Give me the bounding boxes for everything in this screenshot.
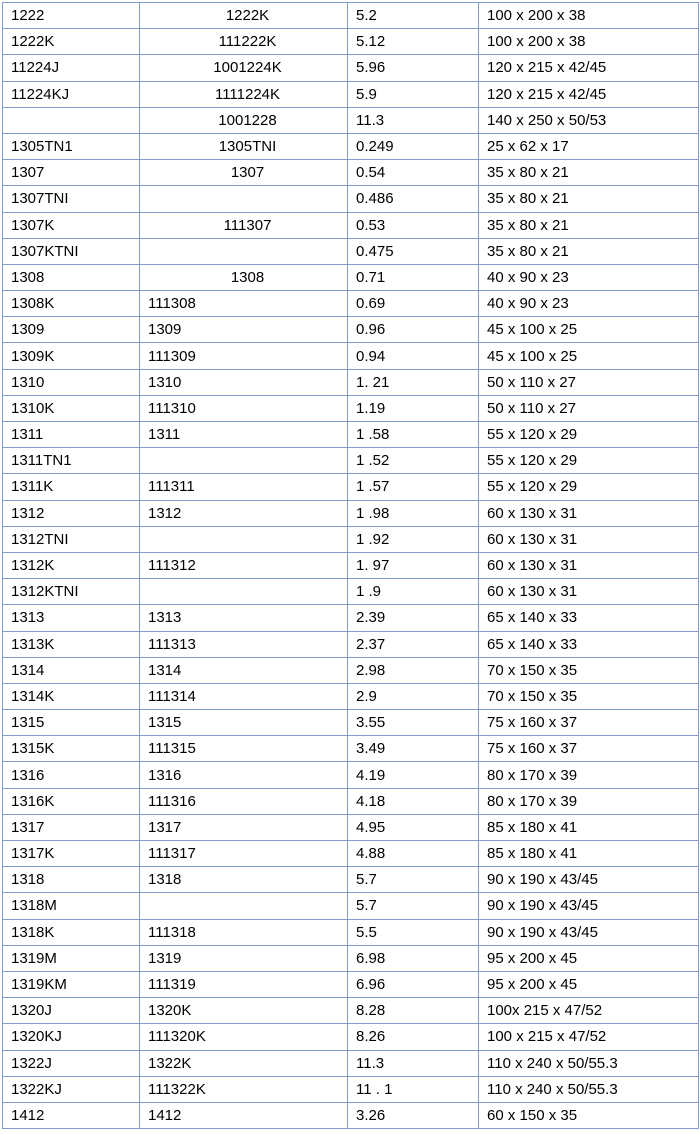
alt-designation-cell: 1322K <box>140 1050 348 1076</box>
designation-cell: 1322J <box>3 1050 140 1076</box>
designation-cell: 1316 <box>3 762 140 788</box>
weight-cell: 1 .57 <box>348 474 479 500</box>
designation-cell: 1307TNI <box>3 186 140 212</box>
weight-cell: 5.7 <box>348 893 479 919</box>
table-row <box>3 1076 699 1102</box>
dimensions-cell: 40 x 90 x 23 <box>479 291 699 317</box>
weight-cell: 8.28 <box>348 998 479 1024</box>
dimensions-cell: 25 x 62 x 17 <box>479 133 699 159</box>
designation-cell: 1311 <box>3 422 140 448</box>
dimensions-cell: 90 x 190 x 43/45 <box>479 893 699 919</box>
alt-designation-cell: 1111224K <box>140 81 348 107</box>
designation-cell: 1305TN1 <box>3 133 140 159</box>
dimensions-cell: 120 x 215 x 42/45 <box>479 55 699 81</box>
alt-designation-cell: 111316 <box>140 788 348 814</box>
table-row <box>3 526 699 552</box>
table-row <box>3 160 699 186</box>
dimensions-cell: 65 x 140 x 33 <box>479 631 699 657</box>
weight-cell: 11.3 <box>348 107 479 133</box>
table-row <box>3 422 699 448</box>
designation-cell: 1322KJ <box>3 1076 140 1102</box>
weight-cell: 4.18 <box>348 788 479 814</box>
alt-designation-cell: 111313 <box>140 631 348 657</box>
designation-cell: 1309K <box>3 343 140 369</box>
designation-cell: 1307K <box>3 212 140 238</box>
weight-cell: 3.26 <box>348 1102 479 1128</box>
designation-cell: 1320J <box>3 998 140 1024</box>
designation-cell: 1222 <box>3 3 140 29</box>
table-row <box>3 788 699 814</box>
dimensions-cell: 85 x 180 x 41 <box>479 814 699 840</box>
table-row <box>3 186 699 212</box>
dimensions-cell: 90 x 190 x 43/45 <box>479 919 699 945</box>
table-row <box>3 212 699 238</box>
dimensions-cell: 110 x 240 x 50/55.3 <box>479 1076 699 1102</box>
weight-cell: 0.486 <box>348 186 479 212</box>
designation-cell: 1318 <box>3 867 140 893</box>
weight-cell: 5.12 <box>348 29 479 55</box>
dimensions-cell: 65 x 140 x 33 <box>479 605 699 631</box>
alt-designation-cell: 1316 <box>140 762 348 788</box>
table-row <box>3 998 699 1024</box>
alt-designation-cell: 1311 <box>140 422 348 448</box>
designation-cell: 1312 <box>3 500 140 526</box>
alt-designation-cell: 1001228 <box>140 107 348 133</box>
weight-cell: 1 .92 <box>348 526 479 552</box>
designation-cell: 1307KTNI <box>3 238 140 264</box>
table-row <box>3 343 699 369</box>
table-row <box>3 814 699 840</box>
dimensions-cell: 95 x 200 x 45 <box>479 971 699 997</box>
dimensions-cell: 35 x 80 x 21 <box>479 160 699 186</box>
alt-designation-cell <box>140 238 348 264</box>
alt-designation-cell: 111307 <box>140 212 348 238</box>
alt-designation-cell: 111308 <box>140 291 348 317</box>
bearing-table-body <box>3 3 699 1129</box>
dimensions-cell: 85 x 180 x 41 <box>479 841 699 867</box>
designation-cell: 1310K <box>3 395 140 421</box>
dimensions-cell: 70 x 150 x 35 <box>479 683 699 709</box>
alt-designation-cell: 1320K <box>140 998 348 1024</box>
table-row <box>3 605 699 631</box>
designation-cell: 1319KM <box>3 971 140 997</box>
dimensions-cell: 60 x 150 x 35 <box>479 1102 699 1128</box>
dimensions-cell: 35 x 80 x 21 <box>479 186 699 212</box>
weight-cell: 0.53 <box>348 212 479 238</box>
alt-designation-cell: 1305TNI <box>140 133 348 159</box>
designation-cell: 1311K <box>3 474 140 500</box>
dimensions-cell: 60 x 130 x 31 <box>479 579 699 605</box>
alt-designation-cell: 111318 <box>140 919 348 945</box>
designation-cell: 1310 <box>3 369 140 395</box>
weight-cell: 0.475 <box>348 238 479 264</box>
alt-designation-cell: 1412 <box>140 1102 348 1128</box>
weight-cell: 5.7 <box>348 867 479 893</box>
weight-cell: 11.3 <box>348 1050 479 1076</box>
designation-cell: 1318M <box>3 893 140 919</box>
table-row <box>3 107 699 133</box>
alt-designation-cell: 111320K <box>140 1024 348 1050</box>
dimensions-cell: 110 x 240 x 50/55.3 <box>479 1050 699 1076</box>
dimensions-cell: 60 x 130 x 31 <box>479 500 699 526</box>
dimensions-cell: 100 x 215 x 47/52 <box>479 1024 699 1050</box>
designation-cell: 1313 <box>3 605 140 631</box>
alt-designation-cell <box>140 448 348 474</box>
designation-cell: 1311TN1 <box>3 448 140 474</box>
alt-designation-cell: 111319 <box>140 971 348 997</box>
alt-designation-cell: 111310 <box>140 395 348 421</box>
table-row <box>3 579 699 605</box>
weight-cell: 1.19 <box>348 395 479 421</box>
weight-cell: 5.5 <box>348 919 479 945</box>
weight-cell: 0.96 <box>348 317 479 343</box>
designation-cell: 1314 <box>3 657 140 683</box>
weight-cell: 1 .98 <box>348 500 479 526</box>
table-row <box>3 3 699 29</box>
weight-cell: 3.49 <box>348 736 479 762</box>
designation-cell: 1318K <box>3 919 140 945</box>
weight-cell: 1 .58 <box>348 422 479 448</box>
dimensions-cell: 55 x 120 x 29 <box>479 474 699 500</box>
weight-cell: 0.249 <box>348 133 479 159</box>
alt-designation-cell: 1317 <box>140 814 348 840</box>
weight-cell: 8.26 <box>348 1024 479 1050</box>
weight-cell: 5.2 <box>348 3 479 29</box>
designation-cell: 1320KJ <box>3 1024 140 1050</box>
alt-designation-cell: 1318 <box>140 867 348 893</box>
designation-cell: 1313K <box>3 631 140 657</box>
designation-cell: 1317K <box>3 841 140 867</box>
designation-cell: 1317 <box>3 814 140 840</box>
alt-designation-cell: 1310 <box>140 369 348 395</box>
dimensions-cell: 100 x 200 x 38 <box>479 29 699 55</box>
designation-cell: 1308K <box>3 291 140 317</box>
weight-cell: 5.96 <box>348 55 479 81</box>
weight-cell: 2.39 <box>348 605 479 631</box>
table-row <box>3 919 699 945</box>
alt-designation-cell: 111314 <box>140 683 348 709</box>
weight-cell: 6.98 <box>348 945 479 971</box>
alt-designation-cell <box>140 186 348 212</box>
dimensions-cell: 45 x 100 x 25 <box>479 317 699 343</box>
weight-cell: 1 .9 <box>348 579 479 605</box>
alt-designation-cell <box>140 526 348 552</box>
dimensions-cell: 95 x 200 x 45 <box>479 945 699 971</box>
weight-cell: 2.9 <box>348 683 479 709</box>
dimensions-cell: 120 x 215 x 42/45 <box>479 81 699 107</box>
designation-cell: 1308 <box>3 264 140 290</box>
table-row <box>3 500 699 526</box>
designation-cell: 1412 <box>3 1102 140 1128</box>
alt-designation-cell: 111322K <box>140 1076 348 1102</box>
table-row <box>3 945 699 971</box>
table-row <box>3 552 699 578</box>
dimensions-cell: 35 x 80 x 21 <box>479 238 699 264</box>
weight-cell: 1 .52 <box>348 448 479 474</box>
alt-designation-cell: 1314 <box>140 657 348 683</box>
designation-cell: 1312TNI <box>3 526 140 552</box>
dimensions-cell: 45 x 100 x 25 <box>479 343 699 369</box>
designation-cell: 1312K <box>3 552 140 578</box>
table-row <box>3 736 699 762</box>
dimensions-cell: 90 x 190 x 43/45 <box>479 867 699 893</box>
dimensions-cell: 80 x 170 x 39 <box>479 762 699 788</box>
dimensions-cell: 80 x 170 x 39 <box>479 788 699 814</box>
weight-cell: 0.54 <box>348 160 479 186</box>
table-row <box>3 1050 699 1076</box>
table-row <box>3 971 699 997</box>
alt-designation-cell: 111311 <box>140 474 348 500</box>
weight-cell: 0.69 <box>348 291 479 317</box>
dimensions-cell: 100 x 200 x 38 <box>479 3 699 29</box>
designation-cell: 1307 <box>3 160 140 186</box>
weight-cell: 4.19 <box>348 762 479 788</box>
table-row <box>3 474 699 500</box>
dimensions-cell: 50 x 110 x 27 <box>479 395 699 421</box>
weight-cell: 0.71 <box>348 264 479 290</box>
designation-cell: 1314K <box>3 683 140 709</box>
dimensions-cell: 100x 215 x 47/52 <box>479 998 699 1024</box>
weight-cell: 5.9 <box>348 81 479 107</box>
alt-designation-cell: 111312 <box>140 552 348 578</box>
bearing-table <box>2 2 699 1129</box>
designation-cell: 1319M <box>3 945 140 971</box>
weight-cell: 2.37 <box>348 631 479 657</box>
weight-cell: 4.95 <box>348 814 479 840</box>
table-row <box>3 1024 699 1050</box>
alt-designation-cell: 111222K <box>140 29 348 55</box>
dimensions-cell: 75 x 160 x 37 <box>479 736 699 762</box>
table-row <box>3 238 699 264</box>
dimensions-cell: 55 x 120 x 29 <box>479 448 699 474</box>
weight-cell: 4.88 <box>348 841 479 867</box>
designation-cell <box>3 107 140 133</box>
weight-cell: 6.96 <box>348 971 479 997</box>
alt-designation-cell: 1307 <box>140 160 348 186</box>
table-row <box>3 264 699 290</box>
dimensions-cell: 35 x 80 x 21 <box>479 212 699 238</box>
designation-cell: 1312KTNI <box>3 579 140 605</box>
designation-cell: 1222K <box>3 29 140 55</box>
weight-cell: 1. 21 <box>348 369 479 395</box>
alt-designation-cell: 1222K <box>140 3 348 29</box>
table-row <box>3 1102 699 1128</box>
alt-designation-cell: 1319 <box>140 945 348 971</box>
designation-cell: 1309 <box>3 317 140 343</box>
alt-designation-cell: 1001224K <box>140 55 348 81</box>
table-row <box>3 893 699 919</box>
table-row <box>3 448 699 474</box>
table-row <box>3 133 699 159</box>
weight-cell: 0.94 <box>348 343 479 369</box>
alt-designation-cell <box>140 893 348 919</box>
table-row <box>3 317 699 343</box>
table-row <box>3 55 699 81</box>
dimensions-cell: 140 x 250 x 50/53 <box>479 107 699 133</box>
table-row <box>3 291 699 317</box>
designation-cell: 11224J <box>3 55 140 81</box>
alt-designation-cell: 111315 <box>140 736 348 762</box>
dimensions-cell: 75 x 160 x 37 <box>479 710 699 736</box>
table-row <box>3 395 699 421</box>
weight-cell: 1. 97 <box>348 552 479 578</box>
alt-designation-cell: 1309 <box>140 317 348 343</box>
designation-cell: 11224KJ <box>3 81 140 107</box>
weight-cell: 11 . 1 <box>348 1076 479 1102</box>
dimensions-cell: 55 x 120 x 29 <box>479 422 699 448</box>
table-row <box>3 81 699 107</box>
table-row <box>3 762 699 788</box>
table-row <box>3 710 699 736</box>
alt-designation-cell: 111317 <box>140 841 348 867</box>
table-row <box>3 841 699 867</box>
table-row <box>3 29 699 55</box>
table-row <box>3 369 699 395</box>
table-row <box>3 867 699 893</box>
alt-designation-cell: 1312 <box>140 500 348 526</box>
alt-designation-cell: 1308 <box>140 264 348 290</box>
dimensions-cell: 60 x 130 x 31 <box>479 552 699 578</box>
designation-cell: 1315K <box>3 736 140 762</box>
alt-designation-cell <box>140 579 348 605</box>
dimensions-cell: 40 x 90 x 23 <box>479 264 699 290</box>
weight-cell: 2.98 <box>348 657 479 683</box>
alt-designation-cell: 1313 <box>140 605 348 631</box>
table-row <box>3 631 699 657</box>
designation-cell: 1315 <box>3 710 140 736</box>
dimensions-cell: 70 x 150 x 35 <box>479 657 699 683</box>
table-row <box>3 657 699 683</box>
dimensions-cell: 60 x 130 x 31 <box>479 526 699 552</box>
table-row <box>3 683 699 709</box>
alt-designation-cell: 1315 <box>140 710 348 736</box>
designation-cell: 1316K <box>3 788 140 814</box>
alt-designation-cell: 111309 <box>140 343 348 369</box>
weight-cell: 3.55 <box>348 710 479 736</box>
dimensions-cell: 50 x 110 x 27 <box>479 369 699 395</box>
